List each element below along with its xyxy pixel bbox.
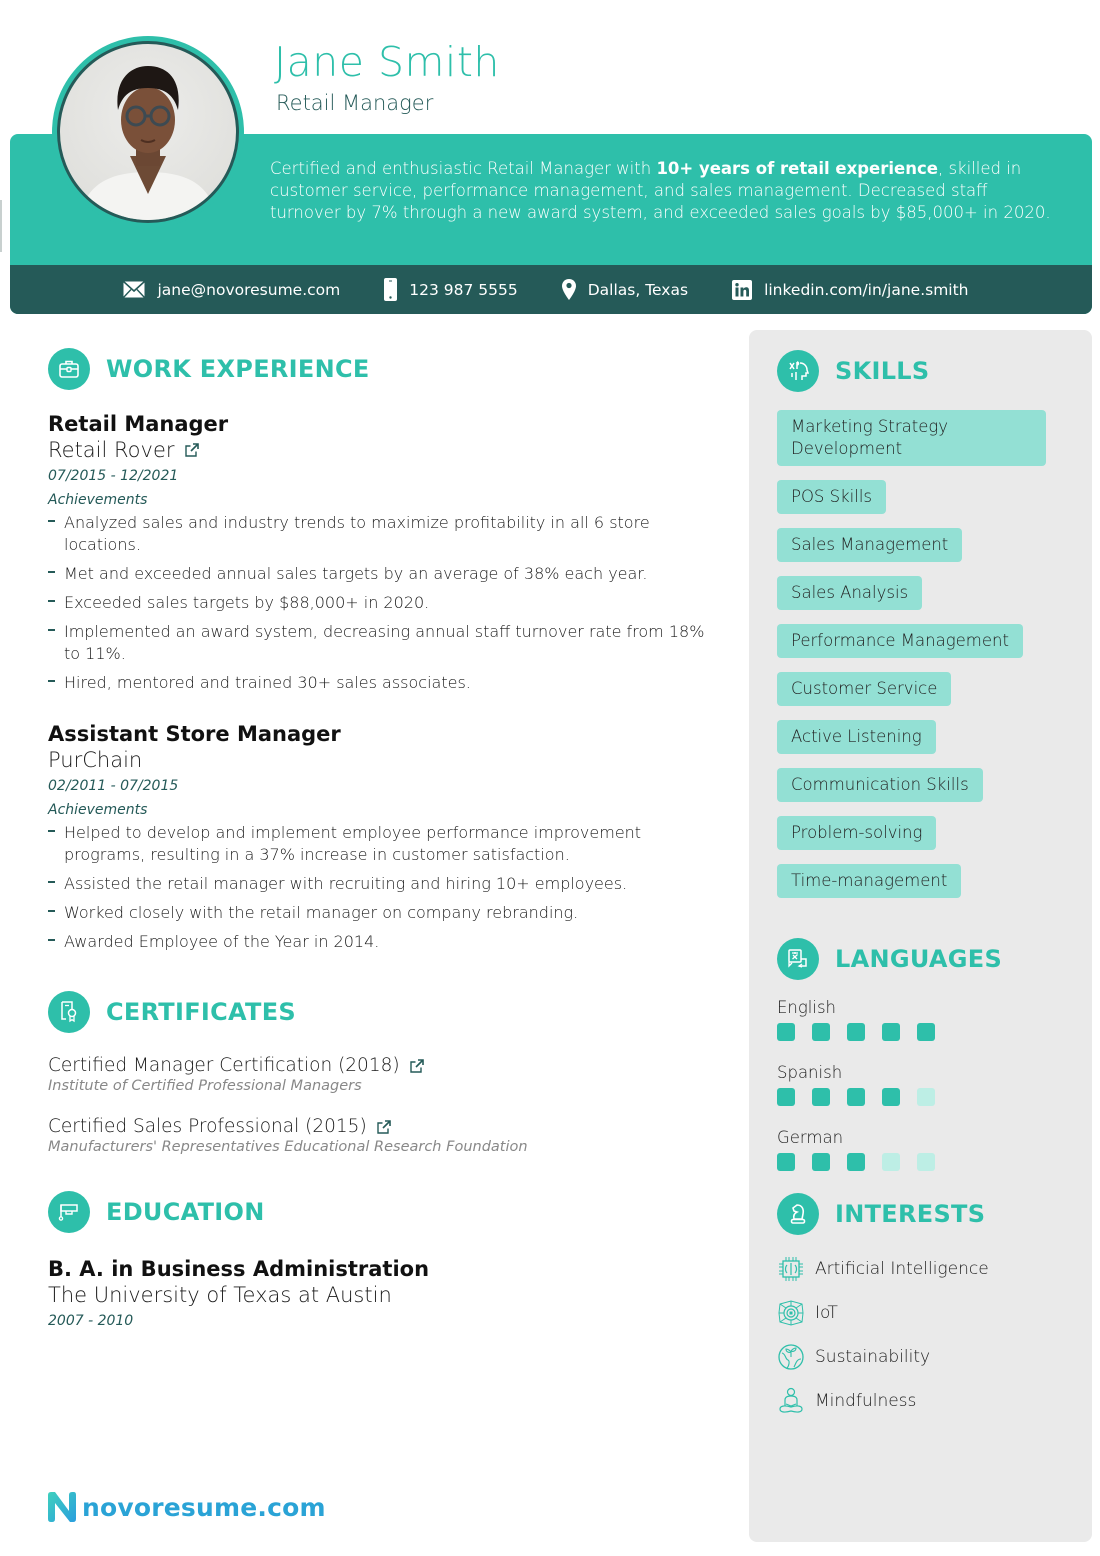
ai-chip-icon (777, 1255, 805, 1283)
achievement-item: Assisted the retail manager with recruiting and hiring 10+ employees. (48, 873, 718, 895)
candidate-name: Jane Smith (274, 38, 500, 86)
rating-dot-filled (777, 1153, 795, 1171)
certificate-title[interactable]: Certified Sales Professional (2015) (48, 1116, 718, 1137)
rating-dot-filled (812, 1153, 830, 1171)
interest-item: Sustainability (777, 1343, 1064, 1371)
achievement-item: Analyzed sales and industry trends to maximize profitability in all 6 store locations. (48, 512, 718, 556)
rating-dot-filled (917, 1023, 935, 1041)
skill-tag: Sales Management (777, 528, 962, 562)
envelope-icon (123, 281, 145, 298)
achievement-item: Worked closely with the retail manager on company rebranding. (48, 902, 718, 924)
translate-icon (777, 938, 819, 980)
sidebar (749, 330, 1092, 1542)
education-entry (48, 1257, 718, 1329)
job-dates: 02/2011 - 07/2015 (48, 778, 179, 794)
education-dates: 2007 - 2010 (48, 1313, 134, 1329)
rating-dot-filled (777, 1088, 795, 1106)
interest-item: IoT (777, 1299, 1064, 1327)
skill-tag: Sales Analysis (777, 576, 922, 610)
skill-tag: Marketing Strategy Development (777, 410, 1046, 466)
certificate-icon (48, 991, 90, 1033)
novoresume-n-icon (46, 1491, 78, 1523)
interest-item: Artificial Intelligence (777, 1255, 1064, 1283)
certificates-heading: CERTIFICATES (48, 991, 718, 1033)
degree: B. A. in Business Administration (48, 1257, 430, 1281)
skill-tag: Problem-solving (777, 816, 936, 850)
linkedin-icon (732, 280, 752, 300)
proficiency-rating (777, 1153, 1064, 1171)
language-name: German (777, 1128, 844, 1147)
job-title: Assistant Store Manager (48, 722, 341, 746)
map-pin-icon (562, 279, 576, 300)
skills-heading: SKILLS (777, 350, 1064, 392)
skill-tag: POS Skills (777, 480, 886, 514)
certificate-title[interactable]: Certified Manager Certification (2018) (48, 1055, 718, 1076)
contact-phone[interactable]: 123 987 5555 (384, 278, 517, 301)
language-entry (777, 1128, 1064, 1171)
profile-summary: Certified and enthusiastic Retail Manager with 10+ years of retail experience, skilled in customer service, performance management, and sales management. Decreased staff turnover by 7% through a new award system, and exceeded sales goals by $85,000+ in 2020. (270, 159, 1051, 222)
contact-location: Dallas, Texas (562, 279, 688, 300)
interest-list (777, 1255, 1064, 1415)
external-link-icon[interactable] (377, 1120, 391, 1134)
school-name: The University of Texas at Austin (48, 1283, 392, 1307)
external-link-icon[interactable] (185, 443, 199, 457)
contact-email[interactable]: jane@novoresume.com (123, 281, 340, 299)
rating-dot-filled (847, 1023, 865, 1041)
rating-dot-filled (777, 1023, 795, 1041)
rating-dot-empty (917, 1153, 935, 1171)
external-link-icon[interactable] (410, 1059, 424, 1073)
language-entry (777, 998, 1064, 1041)
job-dates: 07/2015 - 12/2021 (48, 468, 179, 484)
rating-dot-filled (847, 1153, 865, 1171)
skill-tag: Active Listening (777, 720, 936, 754)
skill-tag: Communication Skills (777, 768, 983, 802)
language-name: Spanish (777, 1063, 843, 1082)
achievement-item: Met and exceeded annual sales targets by an average of 38% each year. (48, 563, 718, 585)
skill-tag: Performance Management (777, 624, 1023, 658)
certificate-issuer: Institute of Certified Professional Managers (48, 1078, 362, 1094)
proficiency-rating (777, 1088, 1064, 1106)
achievement-item: Helped to develop and implement employee performance improvement programs, resulting in a 37% increase in customer satisfaction. (48, 822, 718, 866)
achievement-item: Exceeded sales targets by $88,000+ in 2020. (48, 592, 718, 614)
meditation-icon (777, 1387, 805, 1415)
company-name[interactable]: Retail Rover (48, 438, 718, 462)
languages-heading: LANGUAGES (777, 938, 1064, 980)
interest-item: Mindfulness (777, 1387, 1064, 1415)
achievement-list (48, 822, 718, 953)
certificate-entry (48, 1116, 718, 1155)
novoresume-logo[interactable]: novoresume.com (46, 1491, 326, 1523)
achievement-list (48, 512, 718, 694)
globe-sprout-icon (777, 1343, 805, 1371)
iot-network-icon (777, 1299, 805, 1327)
achievements-label: Achievements (48, 492, 148, 508)
certificate-issuer: Manufacturers' Representatives Educational Research Foundation (48, 1139, 528, 1155)
person-portrait-icon (60, 44, 236, 220)
achievement-item: Implemented an award system, decreasing annual staff turnover rate from 18% to 11%. (48, 621, 718, 665)
job-entry (48, 412, 718, 694)
skills-list (777, 410, 1064, 898)
rating-dot-filled (812, 1023, 830, 1041)
achievements-label: Achievements (48, 802, 148, 818)
job-title: Retail Manager (48, 412, 229, 436)
education-heading: EDUCATION (48, 1191, 718, 1233)
profile-photo-frame (52, 36, 244, 228)
page-edge-mark (0, 200, 2, 252)
skill-tag: Time-management (777, 864, 961, 898)
chess-knight-icon (777, 1193, 819, 1235)
rating-dot-filled (882, 1023, 900, 1041)
contact-linkedin[interactable]: linkedin.com/in/jane.smith (732, 280, 968, 300)
achievement-item: Awarded Employee of the Year in 2014. (48, 931, 718, 953)
profile-photo (57, 41, 239, 223)
contact-bar (10, 265, 1092, 314)
language-entry (777, 1063, 1064, 1106)
candidate-role: Retail Manager (276, 91, 434, 115)
rating-dot-filled (847, 1088, 865, 1106)
mobile-phone-icon (384, 278, 397, 301)
graduation-icon (48, 1191, 90, 1233)
interests-heading: INTERESTS (777, 1193, 1064, 1235)
work-experience-heading: WORK EXPERIENCE (48, 348, 718, 390)
achievement-item: Hired, mentored and trained 30+ sales associates. (48, 672, 718, 694)
skill-tag: Customer Service (777, 672, 951, 706)
main-column (48, 348, 718, 1329)
head-gears-icon (777, 350, 819, 392)
language-name: English (777, 998, 837, 1017)
language-list (777, 998, 1064, 1171)
company-name: PurChain (48, 748, 143, 772)
proficiency-rating (777, 1023, 1064, 1041)
job-entry (48, 722, 718, 953)
rating-dot-empty (882, 1153, 900, 1171)
briefcase-icon (48, 348, 90, 390)
rating-dot-empty (917, 1088, 935, 1106)
rating-dot-filled (812, 1088, 830, 1106)
certificate-entry (48, 1055, 718, 1094)
rating-dot-filled (882, 1088, 900, 1106)
